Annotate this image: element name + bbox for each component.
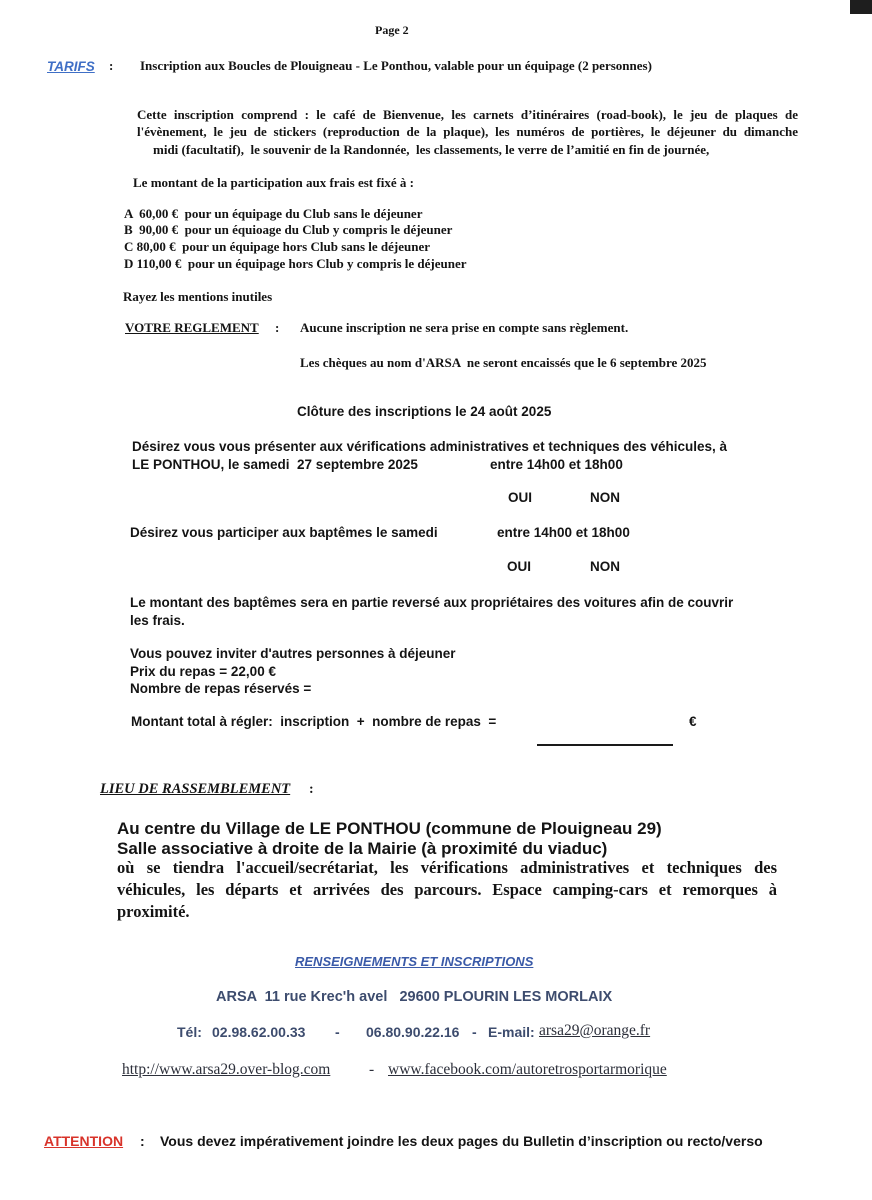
verification-date: LE PONTHOU, le samedi 27 septembre 2025 (132, 457, 418, 472)
includes-line: Cette inscription comprend : le café de Bienvenue, les carnets d’itinéraires (road-book), le jeu de plaques de (137, 107, 798, 122)
contact-separator: - (472, 1024, 477, 1040)
contact-address: ARSA 11 rue Krec'h avel 29600 PLOURIN LES MORLAIX (216, 989, 613, 1005)
includes-line: midi (facultatif), le souvenir de la Randonnée, les classements, le verre de l’amitié en fin de journée, (153, 142, 710, 157)
phone-number: 06.80.90.22.16 (366, 1024, 460, 1040)
price-option: D 110,00 € pour un équipage hors Club y compris le déjeuner (124, 256, 467, 271)
baptemes-time: entre 14h00 et 18h00 (497, 525, 630, 540)
contact-heading: RENSEIGNEMENTS ET INSCRIPTIONS (295, 954, 534, 969)
attention-label: ATTENTION (44, 1133, 124, 1149)
repas-count: Nombre de repas réservés = (130, 681, 312, 696)
attention-colon: : (140, 1133, 145, 1149)
participation-intro: Le montant de la participation aux frais est fixé à : (133, 175, 414, 190)
lieu-colon: : (309, 782, 314, 797)
baptemes-no: NON (590, 559, 620, 574)
price-option: A 60,00 € pour un équipage du Club sans le déjeuner (124, 206, 423, 221)
email-label: E-mail: (488, 1024, 535, 1040)
repas-invite: Vous pouvez inviter d'autres personnes à déjeuner (130, 646, 456, 661)
reglement-text: Aucune inscription ne sera prise en compte sans règlement. (300, 320, 629, 335)
baptemes-yes: OUI (507, 559, 532, 574)
cheques-note: Les chèques au nom d'ARSA ne seront encaissés que le 6 septembre 2025 (300, 355, 707, 370)
baptemes-question: Désirez vous participer aux baptêmes le samedi (130, 525, 438, 540)
price-option: C 80,00 € pour un équipage hors Club sans le déjeuner (124, 239, 431, 254)
link-separator: - (369, 1061, 375, 1078)
website-link[interactable]: http://www.arsa29.over-blog.com (122, 1061, 331, 1078)
scan-edge-mark (850, 0, 872, 14)
lieu-label: LIEU DE RASSEMBLEMENT (100, 781, 291, 797)
strike-note: Rayez les mentions inutiles (123, 289, 273, 304)
verification-question: Désirez vous vous présenter aux vérifications administratives et techniques des véhicules, à (132, 439, 727, 454)
includes-line: l'évènement, le jeu de stickers (reproduction de la plaque), les numéros de portières, le déjeuner du dimanche (137, 124, 798, 139)
lieu-description: véhicules, les départs et arrivées des parcours. Espace camping-cars et remorques à (117, 880, 777, 899)
verification-time: entre 14h00 et 18h00 (490, 457, 623, 472)
tarifs-label: TARIFS (47, 59, 95, 74)
tel-label: Tél: (177, 1024, 202, 1040)
total-amount-line (537, 744, 673, 746)
lieu-village: Au centre du Village de LE PONTHOU (commune de Plouigneau 29) (117, 819, 662, 838)
price-option: B 90,00 € pour un équioage du Club y compris le déjeuner (124, 222, 453, 237)
repas-price: Prix du repas = 22,00 € (130, 664, 276, 679)
lieu-description: où se tiendra l'accueil/secrétariat, les vérifications administratives et techniques des (117, 858, 777, 877)
reglement-colon: : (275, 320, 280, 335)
cloture-date: Clôture des inscriptions le 24 août 2025 (297, 404, 552, 419)
phone-number: 02.98.62.00.33 (212, 1024, 306, 1040)
baptemes-note: Le montant des baptêmes sera en partie reversé aux propriétaires des voitures afin de couvrir (130, 595, 734, 610)
baptemes-note: les frais. (130, 613, 185, 628)
total-currency: € (689, 714, 697, 729)
verification-yes: OUI (508, 490, 533, 505)
attention-text: Vous devez impérativement joindre les deux pages du Bulletin d’inscription ou recto/verso (160, 1133, 763, 1149)
verification-no: NON (590, 490, 620, 505)
total-label: Montant total à régler: inscription + nombre de repas = (131, 714, 497, 729)
tarifs-title: Inscription aux Boucles de Plouigneau - Le Ponthou, valable pour un équipage (2 personnes) (140, 58, 652, 73)
reglement-label: VOTRE REGLEMENT (125, 320, 259, 335)
page-number: Page 2 (375, 23, 409, 37)
facebook-link[interactable]: www.facebook.com/autoretrosportarmorique (388, 1061, 667, 1078)
lieu-salle: Salle associative à droite de la Mairie (à proximité du viaduc) (117, 839, 608, 858)
contact-separator: - (335, 1024, 340, 1040)
email-link[interactable]: arsa29@orange.fr (539, 1022, 651, 1039)
tarifs-colon: : (109, 58, 114, 73)
lieu-description: proximité. (117, 902, 190, 921)
